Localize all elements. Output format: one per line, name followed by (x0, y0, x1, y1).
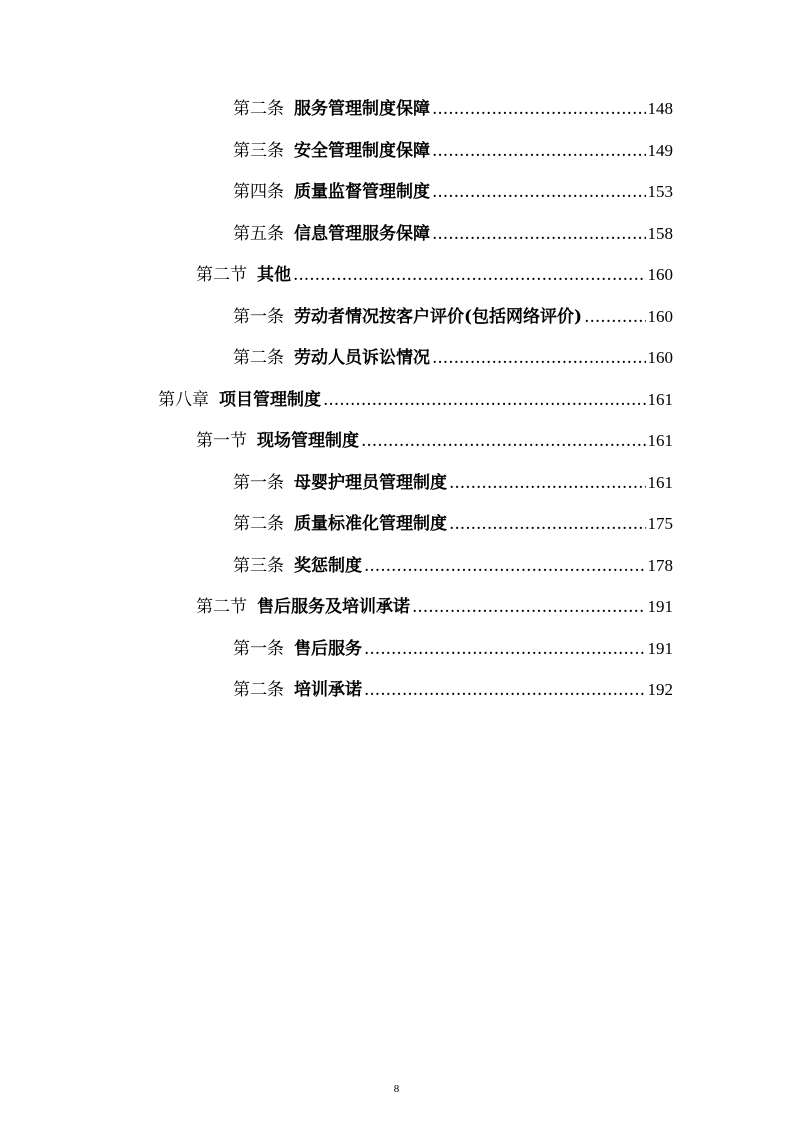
toc-entry-number: 第一条 (233, 639, 284, 659)
toc-dot-leader (364, 634, 646, 664)
toc-entry[interactable] (233, 634, 673, 664)
toc-dot-leader (432, 177, 646, 207)
toc-entry-page: 160 (647, 265, 673, 284)
page-number: 8 (393, 1083, 400, 1095)
toc-entry[interactable] (196, 426, 673, 456)
toc-dot-leader (449, 468, 646, 498)
toc-dot-leader (432, 94, 646, 124)
toc-dot-leader (293, 260, 646, 290)
toc-entry-number: 第二条 (233, 348, 284, 368)
toc-entry[interactable] (233, 219, 673, 249)
toc-dot-leader (361, 426, 646, 456)
toc-entry[interactable] (233, 94, 673, 124)
toc-entry-number: 第二节 (196, 597, 247, 617)
toc-entry-title: 质量监督管理制度 (294, 182, 430, 202)
toc-entry[interactable] (196, 260, 673, 290)
toc-entry-title: 劳动人员诉讼情况 (294, 348, 430, 368)
toc-entry-number: 第二条 (233, 680, 284, 700)
toc-entry-number: 第一节 (196, 431, 247, 451)
toc-entry-page: 158 (647, 224, 673, 243)
toc-entry[interactable] (233, 551, 673, 581)
toc-entry-page: 160 (647, 307, 673, 326)
toc-entry[interactable] (158, 385, 673, 415)
toc-dot-leader (432, 343, 646, 373)
toc-entry-number: 第一条 (233, 307, 284, 327)
toc-entry[interactable] (233, 343, 673, 373)
toc-entry-number: 第五条 (233, 224, 284, 244)
toc-entry-number: 第三条 (233, 141, 284, 161)
toc-dot-leader (364, 675, 646, 705)
toc-entry-title: 质量标准化管理制度 (294, 514, 447, 534)
toc-entry-title: 奖惩制度 (294, 556, 362, 576)
toc-entry-page: 192 (647, 680, 673, 699)
toc-entry[interactable] (233, 509, 673, 539)
toc-entry-number: 第二条 (233, 514, 284, 534)
toc-entry[interactable] (196, 592, 673, 622)
toc-entry-title: 其他 (257, 265, 291, 285)
toc-entry[interactable] (233, 468, 673, 498)
toc-entry-title: 服务管理制度保障 (294, 99, 430, 119)
toc-dot-leader (364, 551, 646, 581)
toc-entry-page: 153 (647, 182, 673, 201)
toc-entry-page: 149 (647, 141, 673, 160)
toc-entry-title: 母婴护理员管理制度 (294, 473, 447, 493)
toc-entry-page: 161 (647, 390, 673, 409)
toc-entry-page: 191 (647, 597, 673, 616)
toc-entry-page: 191 (647, 639, 673, 658)
toc-entry-page: 178 (647, 556, 673, 575)
toc-entry[interactable] (233, 136, 673, 166)
toc-entry-title: 售后服务及培训承诺 (257, 597, 410, 617)
toc-entry-title: 安全管理制度保障 (294, 141, 430, 161)
toc-entry-number: 第二节 (196, 265, 247, 285)
toc-dot-leader (584, 302, 645, 332)
toc-entry-page: 161 (647, 431, 673, 450)
toc-dot-leader (449, 509, 646, 539)
toc-entry-title: 现场管理制度 (257, 431, 359, 451)
toc-entry-title: 培训承诺 (294, 680, 362, 700)
toc-entry-page: 175 (647, 514, 673, 533)
toc-entry-number: 第三条 (233, 556, 284, 576)
toc-dot-leader (412, 592, 646, 622)
toc-dot-leader (432, 136, 646, 166)
toc-entry-number: 第一条 (233, 473, 284, 493)
toc-entry-page: 160 (647, 348, 673, 367)
toc-entry-title: 劳动者情况按客户评价(包括网络评价) (294, 307, 583, 327)
toc-entry-page: 148 (647, 99, 673, 118)
toc-entry-number: 第四条 (233, 182, 284, 202)
toc-entry[interactable] (233, 177, 673, 207)
toc-entry-title: 项目管理制度 (219, 390, 321, 410)
toc-entry-page: 161 (647, 473, 673, 492)
toc-dot-leader (432, 219, 646, 249)
toc-dot-leader (323, 385, 646, 415)
toc-entry-number: 第八章 (158, 390, 209, 410)
toc-entry-number: 第二条 (233, 99, 284, 119)
toc-entry-title: 售后服务 (294, 639, 362, 659)
toc-entry[interactable] (233, 302, 673, 332)
toc-entry[interactable] (233, 675, 673, 705)
toc-entry-title: 信息管理服务保障 (294, 224, 430, 244)
